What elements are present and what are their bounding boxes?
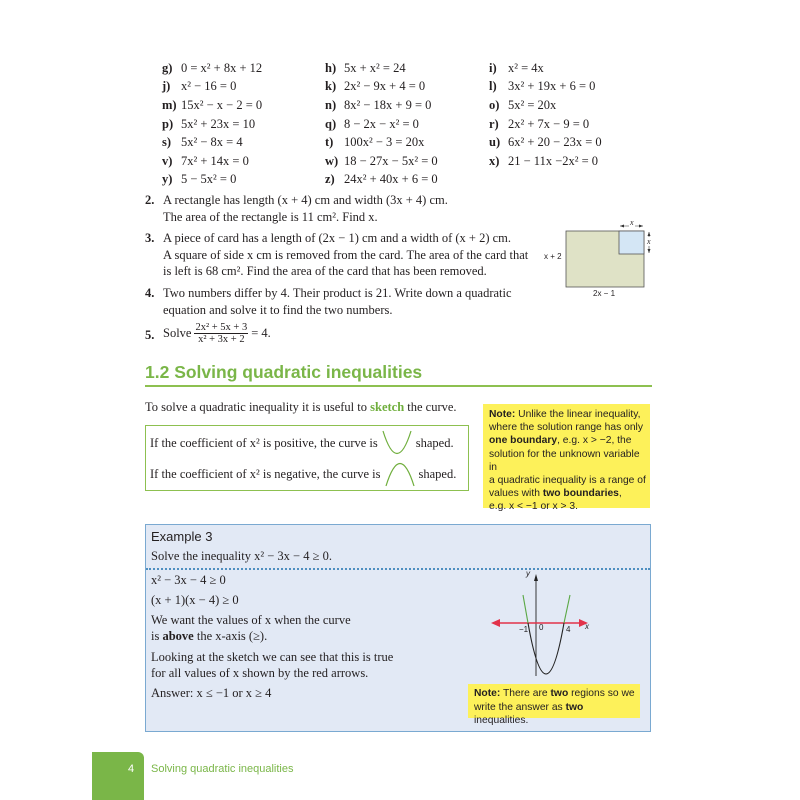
negative-coefficient-line (150, 461, 456, 487)
fraction-numerator: 2x² + 5x + 3 (195, 322, 248, 333)
exercise-letter: i) (489, 60, 497, 75)
note-bold: two (565, 701, 584, 713)
exercise-item (489, 98, 632, 113)
solution-text: for all values of x shown by the red arrows. (151, 666, 369, 680)
exercise-equation: 100x² − 3 = 20x (344, 135, 425, 150)
exercise-item (325, 135, 489, 150)
exercise-item (489, 117, 632, 132)
exercise-item (325, 172, 489, 187)
question-text: = 4. (251, 326, 271, 341)
label-card-width: x + 2 (544, 252, 562, 261)
exercise-row (162, 96, 632, 115)
running-title: Solving quadratic inequalities (151, 763, 294, 775)
solution-step: (x + 1)(x − 4) ≥ 0 (151, 593, 239, 607)
section-title: 1.2 Solving quadratic inequalities (145, 362, 423, 382)
exercise-letter: w) (325, 153, 339, 168)
exercise-item (162, 154, 325, 169)
exercise-equation: 5x² = 20x (508, 97, 557, 112)
exercise-letter: m) (162, 97, 177, 112)
question-number: 2. (145, 193, 155, 207)
exercise-equation: 0 = x² + 8x + 12 (181, 60, 263, 75)
note-bold: two (550, 688, 569, 699)
exercise-equation: 5 − 5x² = 0 (181, 172, 237, 187)
question-text: Solve (163, 326, 192, 341)
u-curve-icon (380, 430, 414, 456)
label-card-length: 2x − 1 (593, 289, 616, 298)
exercise-equation: x² = 4x (508, 60, 544, 75)
exercise-row (162, 171, 632, 190)
question-text: Two numbers differ by 4. Their product is 21. Write down a quadratic (163, 286, 512, 300)
example-question: Solve the inequality x² − 3x − 4 ≥ 0. (151, 549, 332, 563)
question-number: 3. (145, 231, 155, 245)
exercise-item (325, 154, 489, 169)
question-text: equation and solve it to find the two numbers. (163, 302, 393, 317)
exercise-item (325, 117, 489, 132)
exercise-item (162, 172, 325, 187)
exercise-item (162, 79, 325, 94)
exercise-letter: y) (162, 172, 173, 187)
exercise-item (162, 117, 325, 132)
exercise-equation: 2x² − 9x + 4 = 0 (344, 79, 426, 94)
intro-text (145, 400, 457, 415)
exercise-equation: 8x² − 18x + 9 = 0 (344, 97, 432, 112)
note-boundaries (483, 404, 650, 513)
exercise-item (162, 135, 325, 150)
fraction-denominator: x² + 3x + 2 (198, 334, 245, 345)
exercise-letter: v) (162, 153, 173, 168)
question-text: A rectangle has length (x + 4) cm and width (3x + 4) cm. (163, 193, 448, 207)
exercise-letter: r) (489, 116, 499, 131)
positive-coefficient-line (150, 430, 454, 456)
note-text: write the answer as (474, 701, 566, 713)
exercise-letter: p) (162, 116, 174, 131)
root-label: −1 (519, 625, 529, 634)
question-text: is left is 68 cm². Find the area of the card that has been removed. (163, 264, 487, 278)
exercise-equation: 8 − 2x − x² = 0 (344, 116, 419, 131)
shape-text: shaped. (418, 466, 457, 481)
keyword-sketch: sketch (370, 400, 405, 414)
section-divider (145, 385, 652, 387)
exercise-equation: 2x² + 7x − 9 = 0 (508, 116, 590, 131)
exercise-row (162, 78, 632, 97)
exercise-equation: 3x² + 19x + 6 = 0 (508, 79, 596, 94)
note-text: , (618, 488, 622, 500)
example-title: Example 3 (151, 529, 213, 544)
exercise-letter: o) (489, 97, 500, 112)
question-text: The area of the rectangle is 11 cm². Find x. (163, 209, 378, 224)
intro-text-start: To solve a quadratic inequality it is useful to (145, 400, 371, 414)
solution-text: We want the values of x when the curve (151, 613, 351, 627)
solution-text: Looking at the sketch we can see that this is true (151, 650, 394, 664)
card-diagram (540, 218, 660, 302)
intro-text-end: the curve. (404, 400, 457, 414)
note-text: inequalities. (474, 715, 529, 726)
exercise-item (162, 98, 325, 113)
exercise-letter: g) (162, 60, 173, 75)
exercise-item (489, 79, 632, 94)
footer-tab (92, 752, 144, 800)
exercise-letter: x) (489, 153, 500, 168)
origin-label: 0 (539, 623, 544, 632)
answer-text: Answer: x ≤ −1 or x ≥ 4 (151, 686, 272, 700)
note-text: e.g. x < −1 or x > 3. (489, 501, 579, 513)
exercise-item (325, 61, 489, 76)
curve-shape-box (145, 425, 469, 491)
exercise-equation: 7x² + 14x = 0 (181, 153, 249, 168)
note-label: Note: (489, 409, 516, 420)
note-two-regions (468, 684, 640, 726)
exercise-letter: t) (325, 135, 334, 150)
x-axis-label: x (585, 622, 589, 631)
note-bold: two boundaries (542, 488, 619, 500)
solution-step (151, 649, 393, 681)
question-number: 4. (145, 286, 155, 300)
exercise-equation: 5x + x² = 24 (344, 60, 406, 75)
exercise-list (162, 59, 632, 189)
note-text: a quadratic inequality is a range of (489, 475, 646, 487)
exercise-letter: l) (489, 79, 497, 94)
question-5 (145, 322, 271, 345)
question-3 (145, 230, 528, 280)
fraction (194, 322, 248, 345)
note-label: Note: (474, 688, 501, 699)
exercise-item (162, 61, 325, 76)
note-text: solution for the unknown variable in (489, 448, 640, 473)
exercise-item (489, 61, 632, 76)
exercise-item (325, 98, 489, 113)
note-text: Unlike the linear inequality, (515, 409, 641, 420)
exercise-equation: 5x² − 8x = 4 (181, 135, 243, 150)
exercise-equation: 18 − 27x − 5x² = 0 (344, 153, 438, 168)
page-number: 4 (128, 763, 135, 775)
n-curve-icon (383, 461, 417, 487)
exercise-row (162, 59, 632, 78)
question-2 (145, 192, 448, 225)
exercise-item (489, 135, 632, 150)
question-text: A square of side x cm is removed from the card. The area of the card that (163, 247, 529, 262)
exercise-equation: 6x² + 20 − 23x = 0 (508, 135, 602, 150)
exercise-equation: 21 − 11x −2x² = 0 (508, 153, 599, 168)
exercise-letter: h) (325, 60, 337, 75)
exercise-equation: x² − 16 = 0 (181, 79, 237, 94)
note-text: There are (500, 688, 551, 699)
note-bold: one boundary (489, 435, 558, 447)
exercise-row (162, 152, 632, 171)
solution-text: the x-axis (≥). (193, 629, 268, 643)
note-text: regions so we (568, 688, 635, 699)
exercise-letter: j) (162, 79, 171, 94)
label-square-width: x (630, 218, 634, 227)
exercise-letter: s) (162, 135, 172, 150)
exercise-letter: n) (325, 97, 337, 112)
question-text: A piece of card has a length of (2x − 1) cm and a width of (x + 2) cm. (163, 231, 512, 245)
exercise-row (162, 133, 632, 152)
exercise-letter: q) (325, 116, 337, 131)
exercise-equation: 15x² − x − 2 = 0 (181, 97, 263, 112)
exercise-equation: 24x² + 40x + 6 = 0 (344, 172, 438, 187)
solution-step (151, 612, 351, 644)
exercise-item (489, 154, 632, 169)
solution-text: is (151, 629, 163, 643)
exercise-row (162, 115, 632, 134)
note-text: values with (489, 488, 543, 500)
shape-text: If the coefficient of x² is positive, the curve is (150, 435, 378, 450)
shape-text: If the coefficient of x² is negative, the curve is (150, 466, 381, 481)
example-box (145, 524, 651, 732)
root-label: 4 (566, 625, 571, 634)
exercise-equation: 5x² + 23x = 10 (181, 116, 256, 131)
question-4 (145, 285, 512, 318)
label-square-height: x (647, 237, 651, 246)
solution-bold: above (162, 629, 194, 643)
parabola-graph (484, 570, 594, 680)
y-axis-label: y (526, 569, 530, 578)
note-text: where the solution range has only (489, 422, 643, 434)
exercise-item (325, 79, 489, 94)
shape-text: shaped. (415, 435, 454, 450)
exercise-letter: u) (489, 135, 501, 150)
question-number: 5. (145, 328, 155, 342)
exercise-letter: k) (325, 79, 337, 94)
solution-step: x² − 3x − 4 ≥ 0 (151, 573, 226, 587)
note-text: , e.g. x > −2, the (557, 435, 632, 447)
exercise-letter: z) (325, 172, 335, 187)
